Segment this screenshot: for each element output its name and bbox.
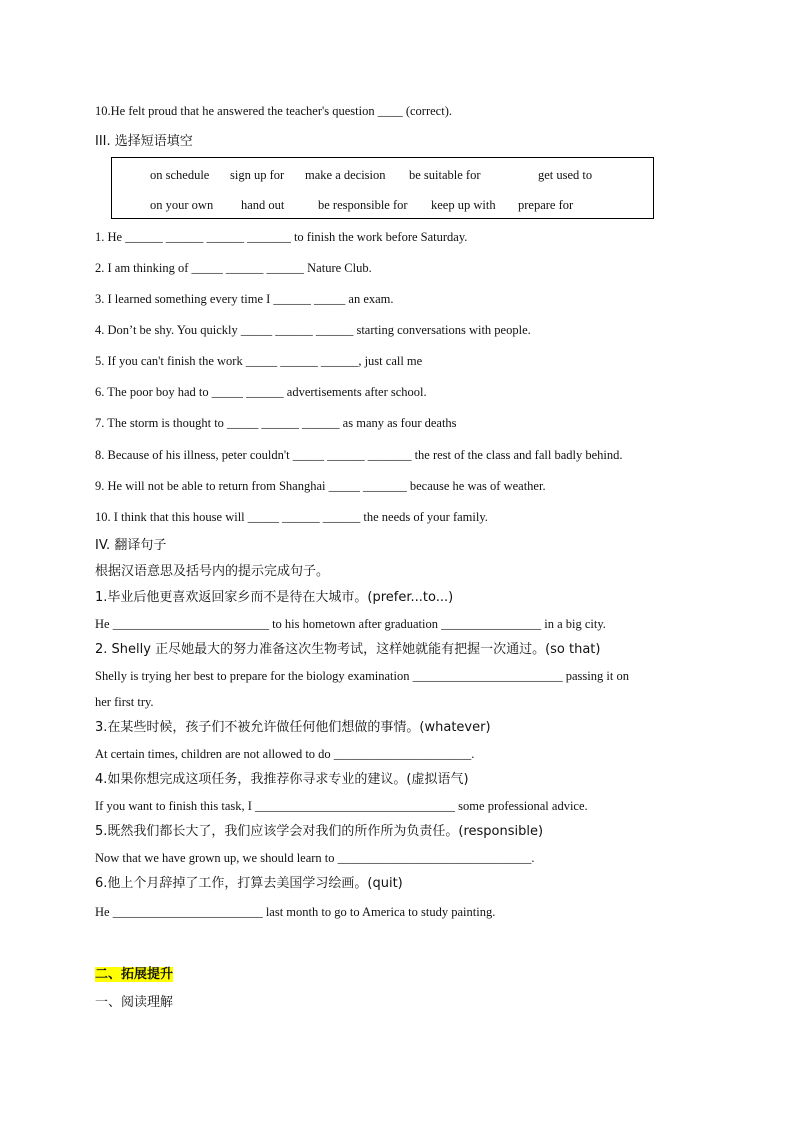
translation-6-prompt: 6.他上个月辞掉了工作，打算去美国学习绘画。(quit)	[95, 876, 403, 891]
phrase: keep up with	[431, 198, 496, 212]
translation-6-answer: He ________________________ last month to go to America to study painting.	[95, 905, 496, 919]
phrase: on your own	[150, 198, 214, 212]
fill-item-3: 3. I learned something every time I ______ _____ an exam.	[95, 292, 394, 306]
phrase: sign up for	[230, 168, 285, 182]
translation-3-prompt: 3.在某些时候，孩子们不被允许做任何他们想做的事情。(whatever)	[95, 720, 491, 735]
translation-2-answer-cont: her first try.	[95, 695, 154, 709]
phrase: on schedule	[150, 168, 210, 182]
phrase: be responsible for	[318, 198, 408, 212]
phrase: get used to	[538, 168, 593, 182]
translation-3-answer: At certain times, children are not allowed to do ______________________.	[95, 747, 475, 761]
phrase: hand out	[241, 198, 285, 212]
fill-item-7: 7. The storm is thought to _____ ______ ______ as many as four deaths	[95, 416, 457, 430]
translation-1-prompt: 1.毕业后他更喜欢返回家乡而不是待在大城市。(prefer...to...)	[95, 590, 454, 605]
translation-5-answer: Now that we have grown up, we should learn to _______________________________.	[95, 851, 535, 865]
translation-2-answer: Shelly is trying her best to prepare for the biology examination ________________________ passing it on	[95, 669, 629, 683]
part-2-subheading: 一、阅读理解	[95, 995, 174, 1010]
translation-4-prompt: 4.如果你想完成这项任务，我推荐你寻求专业的建议。(虚拟语气)	[95, 772, 469, 787]
phrase: be suitable for	[409, 168, 481, 182]
highlighted-heading: 二、拓展提升	[95, 967, 174, 982]
section-4-heading: IV. 翻译句子	[95, 538, 167, 553]
phrase-box	[111, 157, 654, 219]
phrase: prepare for	[518, 198, 574, 212]
translation-2-prompt: 2. Shelly 正尽她最大的努力准备这次生物考试，这样她就能有把握一次通过。(so that)	[95, 642, 601, 657]
phrase: make a decision	[305, 168, 386, 182]
fill-item-9: 9. He will not be able to return from Shanghai _____ _______ because he was of weather.	[95, 479, 546, 493]
question-10-top: 10.He felt proud that he answered the teacher's question ____ (correct).	[95, 104, 452, 118]
fill-item-5: 5. If you can't finish the work _____ ______ ______, just call me	[95, 354, 423, 368]
fill-item-8: 8. Because of his illness, peter couldn't _____ ______ _______ the rest of the class and fall badly behind.	[95, 448, 623, 462]
translation-5-prompt: 5.既然我们都长大了，我们应该学会对我们的所作所为负责任。(responsible)	[95, 824, 544, 839]
section-3-heading: III. 选择短语填空	[95, 134, 193, 149]
section-4-instruction: 根据汉语意思及括号内的提示完成句子。	[95, 564, 330, 579]
fill-item-10: 10. I think that this house will _____ ______ ______ the needs of your family.	[95, 510, 488, 524]
fill-item-6: 6. The poor boy had to _____ ______ advertisements after school.	[95, 385, 427, 399]
translation-1-answer: He _________________________ to his hometown after graduation ________________ in a big city.	[95, 617, 606, 631]
fill-item-4: 4. Don’t be shy. You quickly _____ ______ ______ starting conversations with people.	[95, 323, 531, 337]
fill-item-2: 2. I am thinking of _____ ______ ______ Nature Club.	[95, 261, 372, 275]
fill-item-1: 1. He ______ ______ ______ _______ to finish the work before Saturday.	[95, 230, 468, 244]
part-2-heading	[95, 967, 173, 983]
translation-4-answer: If you want to finish this task, I ________________________________ some professional advice.	[95, 799, 588, 813]
